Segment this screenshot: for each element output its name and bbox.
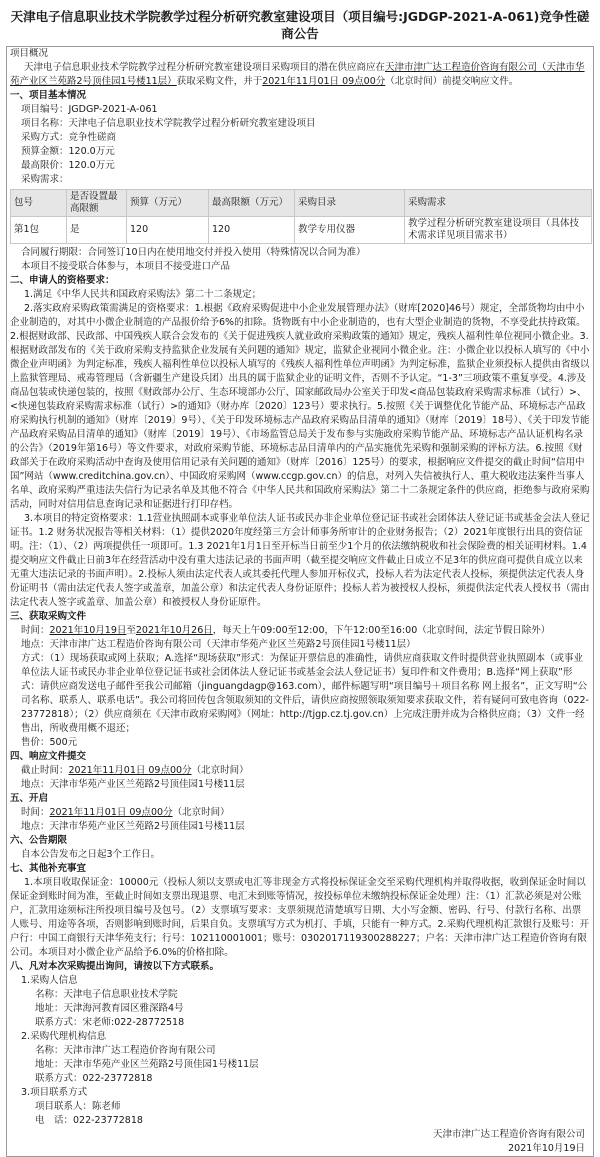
qualification-p1: 1.满足《中华人民共和国政府采购法》第二十二条规定； — [24, 289, 262, 300]
budget-line: 预算金额：120.0万元 — [21, 146, 115, 157]
cell-requirement: 教学过程分析研究教室建设项目（具体技术需求详见项目需求书） — [405, 217, 592, 244]
project-name-line: 项目名称：天津电子信息职业技术学院教学过程分析研究教室建设项目 — [21, 118, 316, 129]
get-docs-method: 方式：（1）现场获取或网上获取；A.选择“现场获取”形式：为保证开票信息的准确性，请供应商获取文件时提供营业执照副本（或事业单位法人证书或民办非企业单位登记证书或社会团体法人登记证书或基金会法人登记证书）复印件和文件费用；B.选择“网上获取”形式：请供应商发送电子邮件至我公司邮箱（jinguangdagp@163.com），邮件标题写明“项目编号＋项目名称 网上报名”，正文写明“公司名称、联系人、联系电话”。我公司将回传包含领取须知的文件后，请供应商按照领取须知要求获取文件，若有疑问可致电咨询（022-23772818）；（2）供应商须在《天津市政府采购网》（网址：http://tjgp.cz.tj.gov.cn）上完成注册并成为合格供应商；（3）文件一经售出，所收费用概不退还； — [21, 653, 589, 734]
section-basic-heading: 一、项目基本情况 — [10, 90, 87, 101]
purchaser-name: 名称：天津电子信息职业技术学院 — [35, 989, 178, 1000]
overview-heading: 项目概况 — [10, 48, 49, 59]
section-open-heading: 五、开启 — [10, 793, 49, 804]
get-end-date: 2021年10月26日 — [135, 625, 213, 636]
project-contact-person: 项目联系人：陈老师 — [35, 1101, 121, 1112]
submit-place: 地点：天津市华苑产业区兰苑路2号顶佳园1号楼11层 — [21, 779, 245, 790]
agency-address: 地址：天津市华苑产业区兰苑路2号顶佳园1号楼11层 — [35, 1059, 259, 1070]
agency-name: 名称：天津市津广达工程造价咨询有限公司 — [35, 1045, 216, 1056]
purchaser-contact: 联系方式：宋老师:022-28772518 — [35, 1017, 185, 1028]
overview-part-e: （北京时间）前提交响应文件。 — [385, 76, 519, 87]
section-get-docs-heading: 三、获取采购文件 — [10, 611, 87, 622]
cell-budget: 120 — [127, 217, 209, 244]
consortium-note: 本项目不接受联合体参与，本项目不接受进口产品 — [21, 261, 231, 272]
max-price-line: 最高限价：120.0万元 — [21, 160, 115, 171]
qualification-p2: 2.落实政府采购政策需满足的资格要求：1.根据《政府采购促进中小企业发展管理办法》（财库[2020]46号）规定，全部货物均由中小企业制造的，对其中小微企业制造的产品报价给予6%的扣除。货物既有中小企业制造的，也有大型企业制造的货物，不享受此扶持政策。2.根据财政部、民政部、中国残疾人联合会发布的《关于促进残疾人就业政府采购政策的通知》规定，残疾人福利性单位视同小微企业。3.根据财政部发布的《关于政府采购支持监狱企业发展有关问题的通知》规定，监狱企业视同小微企业。注：小微企业以投标人填写的《中小微企业声明函》为判定标准，残疾人福利性单位以投标人填写的《残疾人福利性单位声明函》为判定标准，监狱企业须投标人提供由省级以上监狱管理局、戒毒管理局（含新疆生产建设兵团）出具的属于监狱企业的证明文件，否则不予认定。“1-3”三项政策不重复享受。4.涉及商品包装或快递包装的，按照《财政部办公厅、生态环境部办公厅、国家邮政局办公室关于印发<商品包装政府采购需求标准（试行）>、<快递包装政府采购需求标准（试行）>的通知》（财办库〔2020〕123号）要求执行。5.按照《关于调整优化节能产品、环境标志产品政府采购执行机制的通知》（财库〔2019〕9号）、《关于印发环境标志产品政府采购品目清单的通知》（财库〔2019〕18号）、《关于印发节能产品政府采购品目清单的通知》（财库〔2019〕19号）、《市场监管总局关于发布参与实施政府采购节能产品、环境标志产品认证机构名录的公告》（2019年第16号）等文件要求，对政府采购节能、环境标志品目清单内的产品实施优先采购和强制采购的评标方法。6.按照《财政部关于在政府采购活动中查询及使用信用记录有关问题的通知》（财库〔2016〕125号）的要求，根据响应文件提交的截止时间“信用中国”网站（www.creditchina.gov.cn）、中国政府采购网（www.ccgp.gov.cn）的信息，对列入失信被执行人、重大税收违法案件当事人名单、政府采购严重违法失信行为记录名单及其他不符合《中华人民共和国政府采购法》第二十二条规定条件的供应商，拒绝参与政府采购活动，同时对信用信息查询记录和证据进行打印存档。 — [10, 303, 590, 510]
cell-max-amount: 120 — [209, 217, 295, 244]
table-row — [11, 217, 592, 244]
overview-part-c: 获取采购文件，并于 — [176, 76, 263, 87]
requirements-label: 采购需求： — [21, 174, 69, 185]
project-contact-heading: 3.项目联系方式 — [21, 1087, 88, 1098]
other-text: 1.本项目收取保证金：10000元（投标人须以支票或电汇等非现金方式将投标保证金交至采购代理机构并取得收据，收到保证金时间以保证金到账时间为准，至截止时间如支票出现退票、电汇未到账等情况，按投标单位未缴纳投标保证金处理）注：（1）汇款必须是对公账户，汇款用途须标注所投项目编号及包号。（2）支票填写要求：支票须规范清楚填写日期、大小写金额、密码、行号、付款行名称、出票人账号、用途等各项，否则影响到账时间，后果自负。支票填写方式为机打、手填，只能有一种方式。2.采购代理机构汇款银行及账号：开户行：中国工商银行天津华苑支行；行号：102110001001；账号：0302017119300288227；户名：天津市津广达工程造价咨询有限公司。本项目对小微企业产品给予6.0%的价格扣除。 — [10, 877, 590, 958]
overview-supplier-address: 天津市津广达工程造价咨询有限公司（天津市华苑产业区兰苑路2号顶佳园1号楼11层） — [10, 62, 585, 87]
col-max-limit: 是否设置最高限额 — [67, 190, 127, 217]
section-qualification-heading: 二、申请人的资格要求： — [10, 275, 115, 286]
get-time-label: 时间： — [21, 625, 50, 636]
agency-heading: 2.采购代理机构信息 — [21, 1031, 107, 1042]
get-time-hours: ，每天上午09:00至12:00，下午12:00至16:00（北京时间，法定节假日除外） — [212, 625, 551, 636]
submit-tz: （北京时间） — [191, 765, 249, 776]
project-contact-phone: 电 话：022-23772818 — [35, 1115, 143, 1126]
package-table — [10, 189, 592, 244]
col-requirement: 采购需求 — [405, 190, 592, 217]
col-package: 包号 — [11, 190, 67, 217]
signature-date: 2021年10月19日 — [508, 1143, 585, 1154]
cell-max-limit: 是 — [67, 217, 127, 244]
open-time — [7, 806, 593, 820]
col-budget: 预算（万元） — [127, 190, 209, 217]
overview-deadline: 2021年11月01日 09点00分 — [262, 76, 386, 87]
submit-label: 截止时间： — [21, 765, 69, 776]
overview-text — [7, 61, 593, 89]
project-code-line: 项目编号：JGDGP-2021-A-061 — [21, 104, 158, 115]
open-tz: （北京时间） — [172, 807, 230, 818]
period-text: 自本公告发布之日起3个工作日。 — [21, 849, 161, 860]
cell-catalog: 教学专用仪器 — [295, 217, 405, 244]
agency-contact: 联系方式：022-23772818 — [35, 1073, 153, 1084]
document-title: 天津电子信息职业技术学院教学过程分析研究教室建设项目（项目编号:JGDGP-2021-A-061)竞争性磋商公告 — [10, 9, 590, 41]
col-max-amount: 最高限额（万元） — [209, 190, 295, 217]
col-catalog: 采购目录 — [295, 190, 405, 217]
get-time-to: 至 — [126, 625, 136, 636]
section-other-heading: 七、其他补充事宜 — [10, 863, 87, 874]
get-docs-place: 地点：天津市津广达工程造价咨询有限公司（天津市华苑产业区兰苑路2号顶佳园1号楼11层） — [21, 639, 416, 650]
get-docs-price: 售价：500元 — [21, 737, 78, 748]
get-start-date: 2021年10月19日 — [49, 625, 127, 636]
submit-deadline — [7, 764, 593, 778]
section-period-heading: 六、公告期限 — [10, 835, 68, 846]
package-table-header — [11, 190, 592, 217]
document-body — [6, 46, 594, 1157]
cell-package: 第1包 — [11, 217, 67, 244]
purchaser-address: 地址：天津海河教育园区雅深路4号 — [35, 1003, 184, 1014]
overview-part-a: 天津电子信息职业技术学院教学过程分析研究教室建设项目采购项目的潜在供应商应在 — [24, 62, 386, 73]
contract-period: 合同履行期限：合同签订10日内在使用地交付并投入使用（特殊情况以合同为准） — [21, 247, 366, 258]
get-docs-time — [7, 624, 593, 638]
procurement-method-line: 采购方式：竞争性磋商 — [21, 132, 117, 143]
open-place: 地点：天津市华苑产业区兰苑路2号顶佳园1号楼11层 — [21, 821, 245, 832]
section-contact-heading: 八、凡对本次采购提出询问，请按以下方式联系。 — [10, 961, 220, 972]
qualification-p3: 3.本项目的特定资格要求：1.1营业执照副本或事业单位法人证书或民办非企业单位登记证书或社会团体法人登记证书或基金会法人登记证书。1.2 财务状况报告等相关材料：（1）提供2020年度经第三方会计师事务所审计的企业财务报告；（2）2021年度银行出具的资信证明。注：（1）、（2）两项提供任一项即可。1.3 2021年1月1日至开标当日前至少1个月的依法缴纳税收和社会保险费的相关证明材料。1.4 提交响应文件截止日前3年在经营活动中没有重大违法记录的书面声明（截至提交响应文件截止日成立不足3年的供应商可提供自成立以来无重大违法记录的书面声明）。2.投标人须由法定代表人或其委托代理人参加开标仪式，投标人若为法定代表人投标，须提供法定代表人身份证明书（需由法定代表人签字或盖章，加盖公章）和法定代表人身份证原件；投标人若为被授权人投标，须提供法定代表人授权书（需由法定代表人签字或盖章、加盖公章）和被授权人身份证原件。 — [10, 513, 590, 608]
open-date: 2021年11月01日 09点00分 — [49, 807, 173, 818]
signature-org: 天津市津广达工程造价咨询有限公司 — [432, 1129, 585, 1140]
purchaser-heading: 1.采购人信息 — [21, 975, 78, 986]
section-submit-heading: 四、响应文件提交 — [10, 751, 87, 762]
open-label: 时间： — [21, 807, 50, 818]
submit-date: 2021年11月01日 09点00分 — [68, 765, 192, 776]
